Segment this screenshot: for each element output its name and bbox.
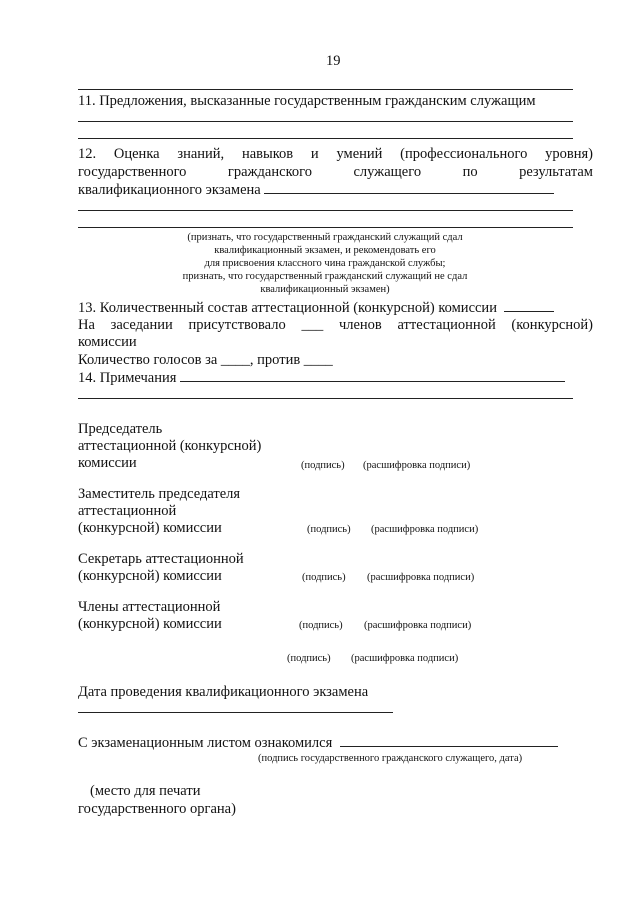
item13-word: присутствовало (188, 317, 286, 333)
item12-word: 12. (78, 146, 97, 162)
fill-line[interactable] (78, 89, 573, 90)
item14-line (78, 368, 565, 387)
deputy-label-3: (конкурсной) комиссии (78, 520, 222, 536)
item12-line2 (78, 163, 593, 181)
stamp-label-2: государственного органа) (78, 801, 236, 817)
deputy-label-2: аттестационной (78, 503, 177, 519)
item13-word: членов (338, 317, 382, 333)
item13-line3: комиссии (78, 334, 137, 350)
item12-word: государственного (78, 164, 187, 180)
name-caption: (расшифровка подписи) (363, 460, 471, 471)
item13-word: На (78, 317, 95, 333)
item11-label: 11. Предложения, высказанные государственным гражданским служащим (78, 93, 536, 109)
item12-word: служащего (353, 164, 422, 180)
votes-line: Количество голосов за ____, против ____ (78, 352, 333, 368)
members-label-2: (конкурсной) комиссии (78, 616, 222, 632)
item14-label: 14. Примечания (78, 370, 177, 386)
hint-line: (признать, что государственный гражданский служащий сдал (187, 232, 463, 243)
signature-caption: (подпись) (302, 572, 346, 583)
item12-word: знаний, (177, 146, 225, 162)
chairman-label-2: аттестационной (конкурсной) (78, 438, 262, 454)
fill-line[interactable] (78, 138, 573, 139)
signature-caption: (подпись) (299, 620, 343, 631)
stamp-label-1: (место для печати (90, 783, 201, 799)
signature-caption: (подпись) (307, 524, 351, 535)
fill-line[interactable] (78, 121, 573, 122)
item12-word: Оценка (113, 146, 160, 162)
item13-label: 13. Количественный состав аттестационной (конкурсной) комиссии (78, 300, 497, 316)
members-label-1: Члены аттестационной (78, 599, 221, 615)
secretary-label-2: (конкурсной) комиссии (78, 568, 222, 584)
item12-word: гражданского (227, 164, 312, 180)
fill-line[interactable] (78, 210, 573, 211)
hint-line: квалификационный экзамен, и рекомендовать его (214, 245, 436, 256)
acquainted-caption: (подпись государственного гражданского служащего, дата) (258, 753, 523, 764)
name-caption: (расшифровка подписи) (364, 620, 472, 631)
item12-word: навыков (241, 146, 294, 162)
secretary-label-1: Секретарь аттестационной (78, 551, 244, 567)
fill-line[interactable] (340, 733, 558, 747)
signature-caption: (подпись) (301, 460, 345, 471)
fill-line[interactable] (78, 227, 573, 228)
deputy-label-1: Заместитель председателя (78, 486, 241, 502)
item12-word: умений (336, 146, 383, 162)
item12-line1 (78, 145, 593, 163)
exam-date-line[interactable] (78, 712, 393, 713)
chairman-label-1: Председатель (78, 421, 163, 437)
item12-line3 (78, 180, 554, 199)
fill-line[interactable] (264, 180, 554, 194)
item12-word: уровня) (545, 146, 593, 162)
name-caption: (расшифровка подписи) (367, 572, 475, 583)
item13-word: заседании (110, 317, 173, 333)
exam-date-label: Дата проведения квалификационного экзамена (78, 684, 369, 700)
acquainted-line (78, 733, 558, 752)
fill-line[interactable] (504, 298, 554, 312)
item13-word: ___ (301, 317, 324, 333)
item12-label: квалификационного экзамена (78, 182, 261, 198)
hint-block (100, 231, 550, 296)
signature-caption: (подпись) (287, 653, 331, 664)
item13-line2 (78, 316, 593, 334)
item12-word: результатам (519, 164, 593, 180)
name-caption: (расшифровка подписи) (371, 524, 479, 535)
fill-line[interactable] (180, 368, 565, 382)
page-number: 19 (326, 53, 341, 69)
acquainted-label: С экзаменационным листом ознакомился (78, 735, 333, 751)
item13-line1 (78, 298, 554, 317)
item12-word: (профессионального (400, 146, 528, 162)
hint-line: квалификационный экзамен) (260, 284, 390, 295)
item12-word: по (462, 164, 478, 180)
item13-word: аттестационной (397, 317, 496, 333)
fill-line[interactable] (78, 398, 573, 399)
item13-word: (конкурсной) (511, 317, 593, 333)
item12-word: и (310, 146, 319, 162)
hint-line: признать, что государственный гражданский служащий не сдал (182, 271, 468, 282)
name-caption: (расшифровка подписи) (351, 653, 459, 664)
hint-line: для присвоения классного чина гражданской службы; (204, 258, 446, 269)
chairman-label-3: комиссии (78, 455, 137, 471)
